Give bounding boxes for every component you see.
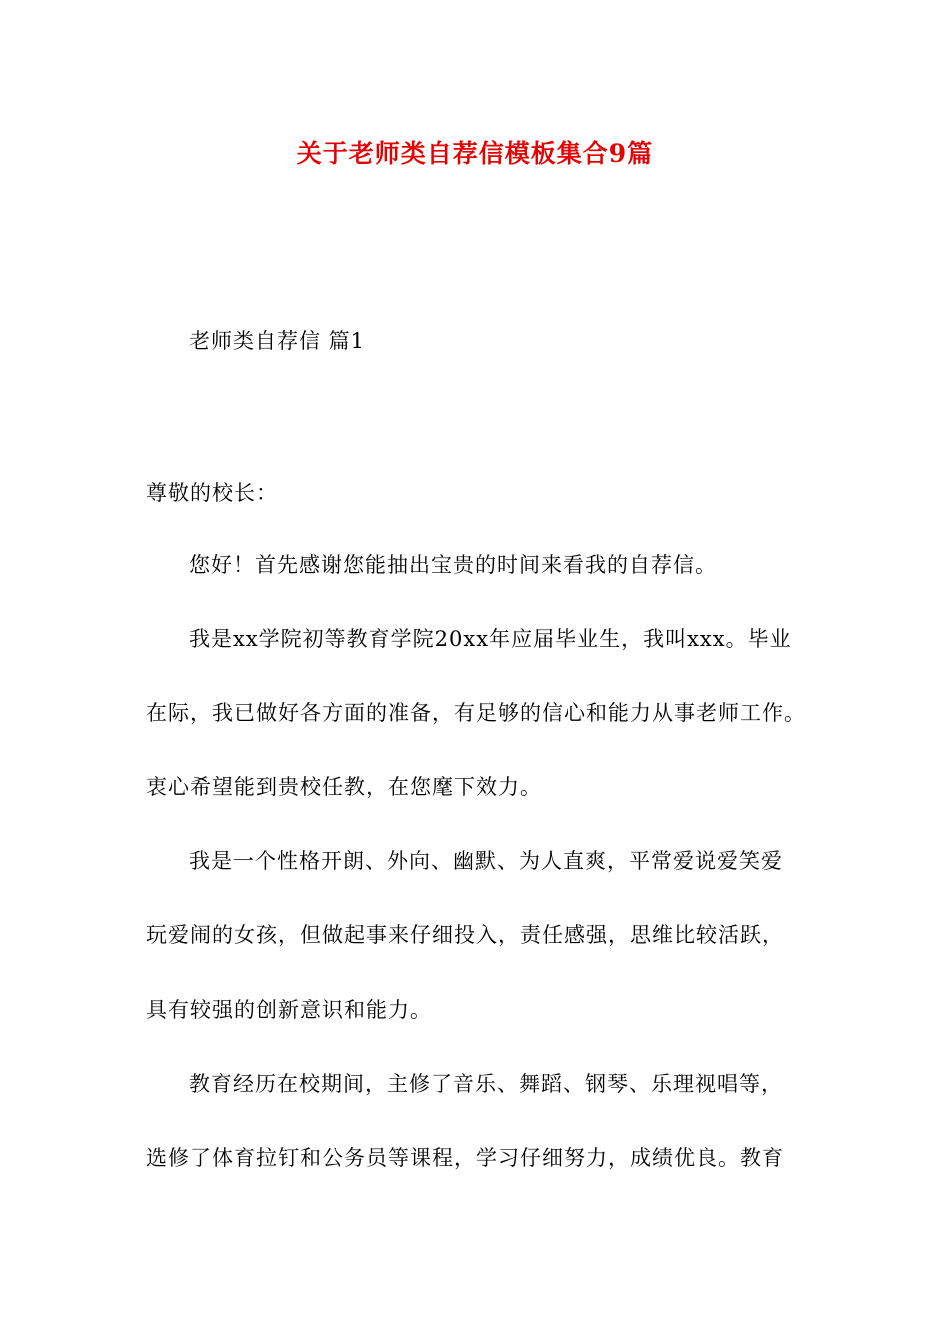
paragraph-line: 具有较强的创新意识和能力。 xyxy=(146,998,432,1022)
paragraph-line: 我是xx学院初等教育学院20xx年应届毕业生，我叫xxx。毕业 xyxy=(189,627,792,651)
document-title: 关于老师类自荐信模板集合9篇 xyxy=(296,139,654,168)
section-heading: 老师类自荐信 篇1 xyxy=(189,329,366,353)
paragraph-line: 教育经历在校期间，主修了音乐、舞蹈、钢琴、乐理视唱等， xyxy=(189,1072,783,1096)
paragraph-line: 选修了体育拉钉和公务员等课程，学习仔细努力，成绩优良。教育 xyxy=(146,1146,784,1170)
paragraph-line: 衷心希望能到贵校任教，在您麾下效力。 xyxy=(146,775,542,799)
paragraph-line: 我是一个性格开朗、外向、幽默、为人直爽，平常爱说爱笑爱 xyxy=(189,849,783,873)
paragraph-line: 在际，我已做好各方面的准备，有足够的信心和能力从事老师工作。 xyxy=(146,701,806,725)
paragraph-line: 玩爱闹的女孩，但做起事来仔细投入，责任感强，思维比较活跃， xyxy=(146,923,784,947)
paragraph-line: 您好！首先感谢您能抽出宝贵的时间来看我的自荐信。 xyxy=(189,553,717,577)
salutation: 尊敬的校长： xyxy=(146,481,278,505)
